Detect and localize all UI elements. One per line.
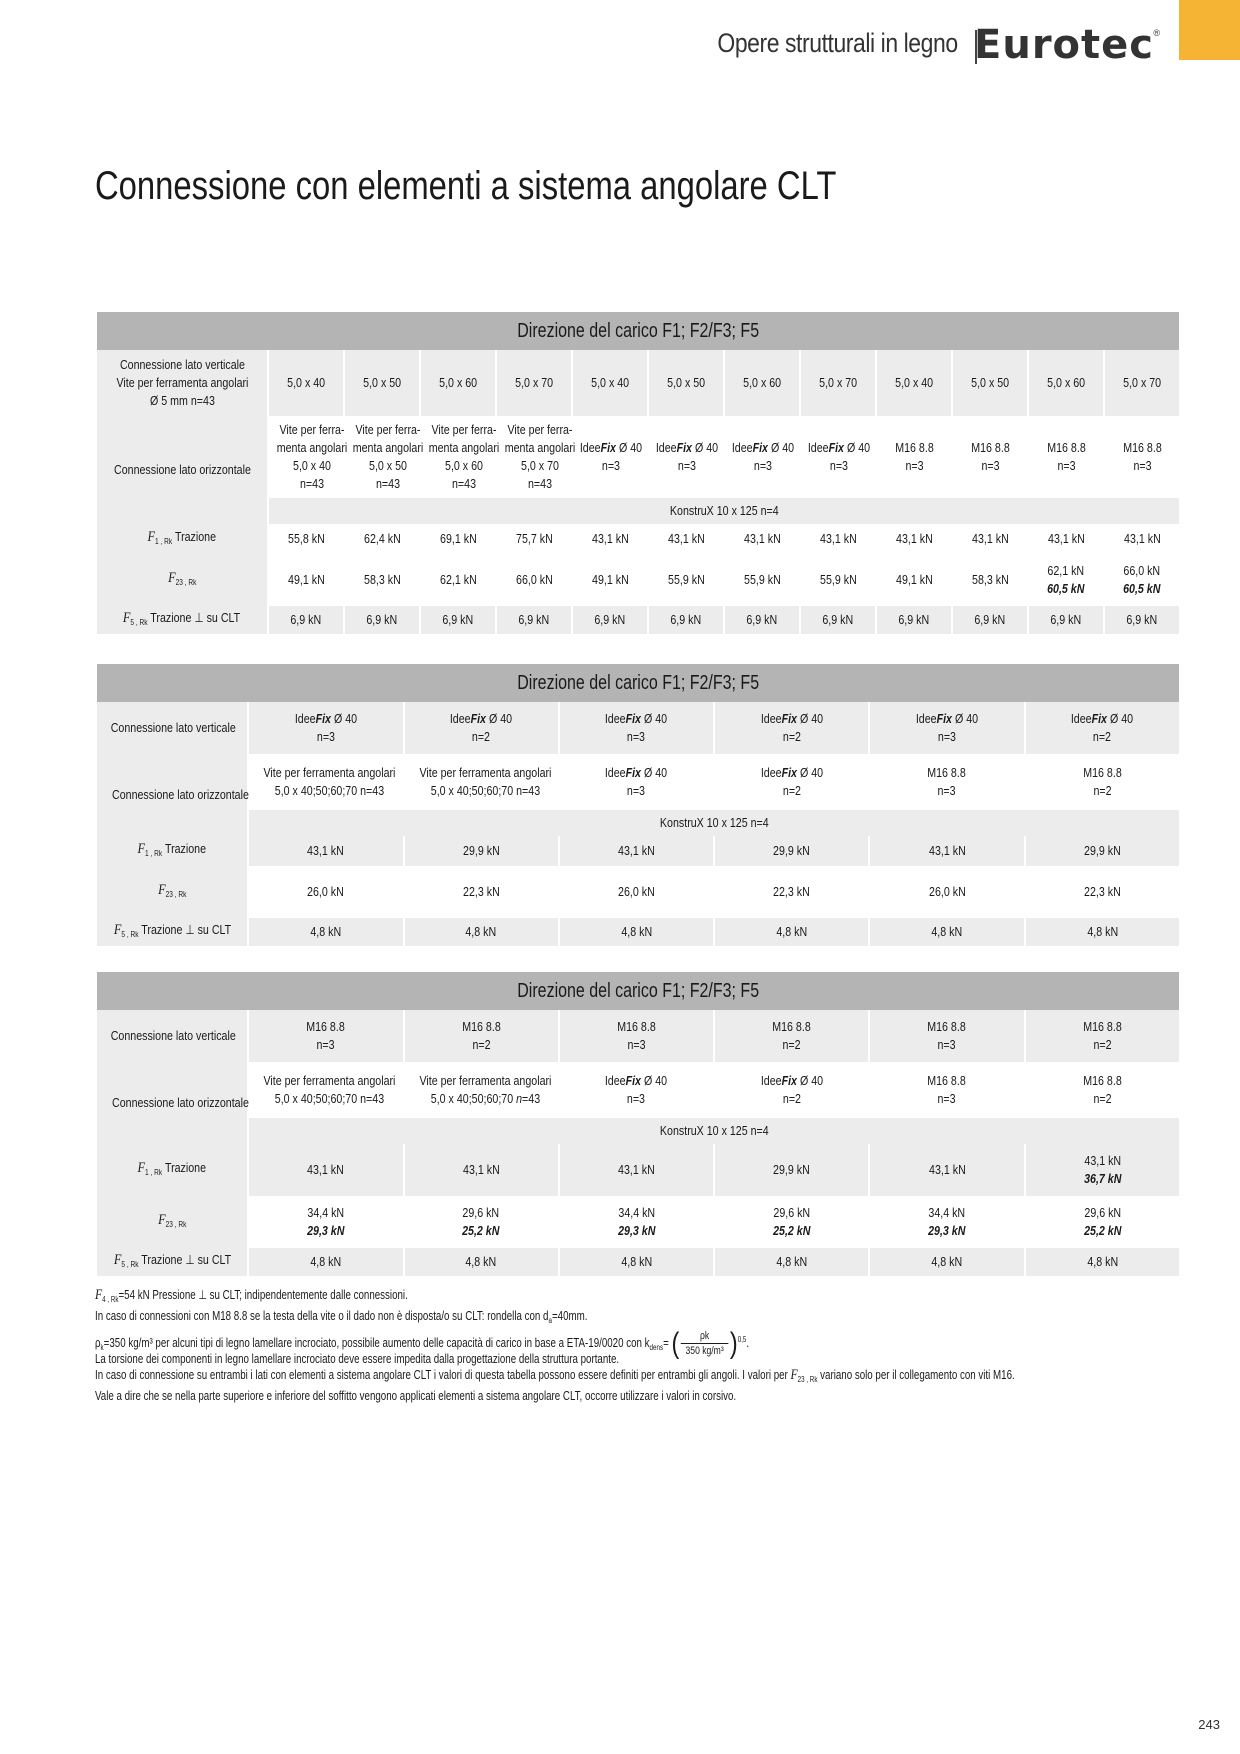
table-3 bbox=[95, 972, 1181, 1276]
konstrux-row: KonstruX 10 x 125 n=4 bbox=[249, 1118, 1179, 1144]
table-cell: 66,0 kN 60,5 kN bbox=[1105, 554, 1179, 606]
table-cell: 34,4 kN 29,3 kN bbox=[870, 1196, 1023, 1248]
table-row bbox=[97, 606, 1179, 634]
table-cell: 6,9 kN bbox=[573, 606, 647, 634]
table-cell: 29,9 kN bbox=[715, 836, 868, 866]
table-row bbox=[97, 1144, 1179, 1196]
table-cell: M16 8.8 n=3 bbox=[870, 1010, 1023, 1062]
table-cell: Vite per ferramenta angolari 5,0 x 40;50;60;70 n=43 bbox=[249, 754, 402, 810]
page-header bbox=[0, 0, 1240, 68]
table-cell: 43,1 kN bbox=[1105, 524, 1179, 554]
table-cell: 4,8 kN bbox=[1026, 918, 1179, 946]
table-cell: 5,0 x 60 bbox=[421, 350, 495, 416]
table-cell: 62,1 kN 60,5 kN bbox=[1029, 554, 1103, 606]
table-row bbox=[97, 866, 1179, 918]
table-3-head bbox=[97, 972, 1179, 1010]
table-cell: 26,0 kN bbox=[870, 866, 1023, 918]
table-cell: M16 8.8 n=3 bbox=[953, 416, 1027, 498]
table-cell: 55,8 kN bbox=[269, 524, 343, 554]
table-cell: 4,8 kN bbox=[715, 918, 868, 946]
table-cell: 26,0 kN bbox=[249, 866, 402, 918]
table-cell: 5,0 x 60 bbox=[1029, 350, 1103, 416]
table-cell: IdeeFix Ø 40 n=3 bbox=[560, 1062, 713, 1118]
table-cell: 69,1 kN bbox=[421, 524, 495, 554]
note-line: La torsione dei componenti in legno lamellare incrociato deve essere impedita dalla progettazione della struttura portante. bbox=[95, 1352, 620, 1366]
table-cell: 5,0 x 70 bbox=[1105, 350, 1179, 416]
table-cell: 75,7 kN bbox=[497, 524, 571, 554]
table-cell: 5,0 x 40 bbox=[573, 350, 647, 416]
table-cell: 5,0 x 60 bbox=[725, 350, 799, 416]
note-line: Vale a dire che se nella parte superiore e inferiore del soffitto vengono applicati elementi a sistema angolare CLT, occorre utilizzare i valori in corsivo. bbox=[95, 1389, 737, 1403]
table-cell: 34,4 kN 29,3 kN bbox=[560, 1196, 713, 1248]
table-cell: IdeeFix Ø 40 n=2 bbox=[405, 702, 558, 754]
table-cell: Vite per ferramenta angolari 5,0 x 40;50;60;70 n=43 bbox=[405, 1062, 558, 1118]
table-cell: 34,4 kN 29,3 kN bbox=[249, 1196, 402, 1248]
table-cell: 5,0 x 50 bbox=[649, 350, 723, 416]
table-row bbox=[97, 524, 1179, 554]
table-cell: Vite per ferra- menta angolari 5,0 x 50 n=43 bbox=[345, 416, 419, 498]
brand-logo: Eurotec bbox=[974, 22, 1154, 68]
table-cell: 4,8 kN bbox=[560, 918, 713, 946]
horizontal-connection-label: Connessione lato orizzontale bbox=[97, 1062, 247, 1144]
table-cell: 62,1 kN bbox=[421, 554, 495, 606]
table-cell: 29,9 kN bbox=[405, 836, 558, 866]
vertical-connection-label: Connessione lato verticale bbox=[97, 702, 247, 754]
table-cell: 29,9 kN bbox=[715, 1144, 868, 1196]
table-cell: 43,1 kN bbox=[953, 524, 1027, 554]
table-cell: 6,9 kN bbox=[1029, 606, 1103, 634]
table-row bbox=[97, 1010, 1179, 1062]
table-cell: 49,1 kN bbox=[269, 554, 343, 606]
table-2-head bbox=[97, 664, 1179, 702]
table-cell: 4,8 kN bbox=[405, 1248, 558, 1276]
table-cell: Vite per ferra- menta angolari 5,0 x 40 n=43 bbox=[269, 416, 343, 498]
table-cell: IdeeFix Ø 40 n=2 bbox=[715, 702, 868, 754]
table-cell: 4,8 kN bbox=[870, 918, 1023, 946]
table-cell: 58,3 kN bbox=[345, 554, 419, 606]
table-cell: 6,9 kN bbox=[497, 606, 571, 634]
table-cell: 43,1 kN bbox=[649, 524, 723, 554]
table-cell: 4,8 kN bbox=[249, 918, 402, 946]
table-cell: M16 8.8 n=2 bbox=[405, 1010, 558, 1062]
horizontal-connection-label: Connessione lato orizzontale bbox=[97, 416, 267, 524]
table-cell: M16 8.8 n=2 bbox=[715, 1010, 868, 1062]
table-1-head bbox=[97, 312, 1179, 350]
table-cell: IdeeFix Ø 40 n=3 bbox=[649, 416, 723, 498]
table-cell: 5,0 x 50 bbox=[345, 350, 419, 416]
table-row bbox=[97, 350, 1179, 416]
table-cell: IdeeFix Ø 40 n=3 bbox=[725, 416, 799, 498]
table-cell: IdeeFix Ø 40 n=3 bbox=[870, 702, 1023, 754]
table-cell: 22,3 kN bbox=[715, 866, 868, 918]
table-cell: 66,0 kN bbox=[497, 554, 571, 606]
table-cell: 43,1 kN bbox=[1029, 524, 1103, 554]
f23-label: $F_{23 , Rk}$ bbox=[97, 866, 247, 918]
table-cell: M16 8.8 n=3 bbox=[249, 1010, 402, 1062]
table-cell: M16 8.8 n=3 bbox=[1029, 416, 1103, 498]
table-row bbox=[97, 836, 1179, 866]
table-cell: 6,9 kN bbox=[421, 606, 495, 634]
note-line: $\rho_k=350$ kg/m³ per alcuni tipi di legno lamellare incrociato, possibile aumento delle capacità di carico in base a ETA-19/0020 con $k_{dens}=$ ( $\frac{\rho k}{\text{350 kg/m³}}$ )$^{0,5}$. bbox=[95, 1326, 750, 1360]
table-cell: 55,9 kN bbox=[801, 554, 875, 606]
table-cell: 5,0 x 50 bbox=[953, 350, 1027, 416]
table-cell: 62,4 kN bbox=[345, 524, 419, 554]
table-cell: 43,1 kN bbox=[249, 1144, 402, 1196]
table-cell: IdeeFix Ø 40 n=3 bbox=[560, 702, 713, 754]
table-cell: 43,1 kN bbox=[560, 1144, 713, 1196]
konstrux-row: KonstruX 10 x 125 n=4 bbox=[269, 498, 1179, 524]
table-cell: 26,0 kN bbox=[560, 866, 713, 918]
table-row bbox=[97, 702, 1179, 754]
konstrux-row: KonstruX 10 x 125 n=4 bbox=[249, 810, 1179, 836]
table-cell: 22,3 kN bbox=[405, 866, 558, 918]
table-cell: 43,1 kN 36,7 kN bbox=[1026, 1144, 1179, 1196]
table-1 bbox=[95, 312, 1181, 634]
f5-label: $F_{5 , Rk}$ Trazione ⊥ su CLT bbox=[97, 1248, 247, 1276]
vertical-connection-label: Connessione lato verticale bbox=[97, 1010, 247, 1062]
table-row bbox=[97, 416, 1179, 498]
table-cell: Vite per ferramenta angolari 5,0 x 40;50;60;70 n=43 bbox=[249, 1062, 402, 1118]
table-cell: 55,9 kN bbox=[725, 554, 799, 606]
table-cell: 58,3 kN bbox=[953, 554, 1027, 606]
table-cell: Vite per ferra- menta angolari 5,0 x 60 n=43 bbox=[421, 416, 495, 498]
table-row bbox=[97, 754, 1179, 810]
table-cell: 49,1 kN bbox=[877, 554, 951, 606]
table-cell: M16 8.8 n=3 bbox=[877, 416, 951, 498]
table-cell: 4,8 kN bbox=[405, 918, 558, 946]
table-row bbox=[97, 918, 1179, 946]
table-cell: 6,9 kN bbox=[1105, 606, 1179, 634]
table-cell: IdeeFix Ø 40 n=2 bbox=[715, 754, 868, 810]
footnotes bbox=[95, 1287, 1185, 1404]
table-cell: 29,6 kN 25,2 kN bbox=[715, 1196, 868, 1248]
table-cell: M16 8.8 n=2 bbox=[1026, 754, 1179, 810]
table-1-title: Direzione del carico F1; F2/F3; F5 bbox=[517, 320, 759, 342]
table-cell: M16 8.8 n=3 bbox=[870, 1062, 1023, 1118]
note-line: In caso di connessione su entrambi i lati con elementi a sistema angolare CLT i valori di questa tabella possono essere definiti per entrambi gli angoli. I valori per $F_{23 , Rk}$ variano solo per il collegamento con viti M16. bbox=[95, 1367, 1015, 1384]
horizontal-connection-label: Connessione lato orizzontale bbox=[97, 754, 247, 836]
f5-label: $F_{5 , Rk}$ Trazione ⊥ su CLT bbox=[97, 918, 247, 946]
section-title: Opere strutturali in legno bbox=[717, 28, 958, 58]
table-cell: Vite per ferramenta angolari 5,0 x 40;50;60;70 n=43 bbox=[405, 754, 558, 810]
table-cell: 43,1 kN bbox=[801, 524, 875, 554]
table-cell: 43,1 kN bbox=[877, 524, 951, 554]
table-row bbox=[97, 1248, 1179, 1276]
table-row bbox=[97, 810, 1179, 836]
table-row bbox=[97, 554, 1179, 606]
table-cell: 4,8 kN bbox=[249, 1248, 402, 1276]
accent-tab bbox=[1179, 0, 1240, 60]
table-cell: 4,8 kN bbox=[715, 1248, 868, 1276]
table-cell: 6,9 kN bbox=[801, 606, 875, 634]
table-cell: IdeeFix Ø 40 n=3 bbox=[573, 416, 647, 498]
table-cell: 55,9 kN bbox=[649, 554, 723, 606]
table-cell: 43,1 kN bbox=[725, 524, 799, 554]
table-cell: 43,1 kN bbox=[870, 1144, 1023, 1196]
table-cell: IdeeFix Ø 40 n=3 bbox=[560, 754, 713, 810]
table-cell: IdeeFix Ø 40 n=2 bbox=[1026, 702, 1179, 754]
table-cell: 6,9 kN bbox=[953, 606, 1027, 634]
table-cell: 5,0 x 40 bbox=[269, 350, 343, 416]
table-row bbox=[97, 1118, 1179, 1144]
vertical-connection-label: Connessione lato verticale Vite per ferramenta angolari Ø 5 mm n=43 bbox=[97, 350, 267, 416]
table-row bbox=[97, 1062, 1179, 1118]
table-cell: 5,0 x 70 bbox=[497, 350, 571, 416]
table-cell: 4,8 kN bbox=[870, 1248, 1023, 1276]
table-cell: M16 8.8 n=3 bbox=[870, 754, 1023, 810]
table-cell: 29,9 kN bbox=[1026, 836, 1179, 866]
table-cell: IdeeFix Ø 40 n=3 bbox=[801, 416, 875, 498]
f5-label: $F_{5 , Rk}$ Trazione ⊥ su CLT bbox=[97, 606, 267, 634]
registered-mark: ® bbox=[1153, 28, 1160, 38]
table-row bbox=[97, 1196, 1179, 1248]
page-title: Connessione con elementi a sistema angolare CLT bbox=[95, 164, 837, 208]
table-cell: 6,9 kN bbox=[725, 606, 799, 634]
table-cell: 43,1 kN bbox=[573, 524, 647, 554]
table-cell: IdeeFix Ø 40 n=2 bbox=[715, 1062, 868, 1118]
table-cell: 43,1 kN bbox=[560, 836, 713, 866]
table-cell: 5,0 x 40 bbox=[877, 350, 951, 416]
note-line: $F_{4 , Rk}=54$ kN Pressione ⊥ su CLT; indipendentemente dalle connessioni. bbox=[95, 1287, 408, 1304]
table-cell: 5,0 x 70 bbox=[801, 350, 875, 416]
table-cell: 29,6 kN 25,2 kN bbox=[1026, 1196, 1179, 1248]
f1-label: $F_{1 , Rk}$ Trazione bbox=[97, 836, 247, 866]
page-number: 243 bbox=[1198, 1717, 1220, 1732]
note-line: In caso di connessioni con M18 8.8 se la testa della vite o il dado non è disposta/o su CLT: rondella con $d_a=40mm$. bbox=[95, 1309, 588, 1325]
table-cell: 6,9 kN bbox=[877, 606, 951, 634]
table-2-title: Direzione del carico F1; F2/F3; F5 bbox=[517, 672, 759, 694]
table-cell: 6,9 kN bbox=[345, 606, 419, 634]
table-cell: 22,3 kN bbox=[1026, 866, 1179, 918]
table-cell: 6,9 kN bbox=[269, 606, 343, 634]
table-2 bbox=[95, 664, 1181, 946]
table-cell: 49,1 kN bbox=[573, 554, 647, 606]
table-cell: 29,6 kN 25,2 kN bbox=[405, 1196, 558, 1248]
table-cell: M16 8.8 n=3 bbox=[560, 1010, 713, 1062]
table-cell: M16 8.8 n=2 bbox=[1026, 1010, 1179, 1062]
table-3-title: Direzione del carico F1; F2/F3; F5 bbox=[517, 980, 759, 1002]
table-cell: Vite per ferra- menta angolari 5,0 x 70 n=43 bbox=[497, 416, 571, 498]
table-cell: M16 8.8 n=3 bbox=[1105, 416, 1179, 498]
table-cell: 6,9 kN bbox=[649, 606, 723, 634]
table-cell: IdeeFix Ø 40 n=3 bbox=[249, 702, 402, 754]
table-cell: 43,1 kN bbox=[249, 836, 402, 866]
table-cell: 4,8 kN bbox=[1026, 1248, 1179, 1276]
table-cell: 43,1 kN bbox=[870, 836, 1023, 866]
f1-label: $F_{1 , Rk}$ Trazione bbox=[97, 1144, 247, 1196]
table-cell: 43,1 kN bbox=[405, 1144, 558, 1196]
table-cell: 4,8 kN bbox=[560, 1248, 713, 1276]
f23-label: $F_{23 , Rk}$ bbox=[97, 1196, 247, 1248]
table-cell: M16 8.8 n=2 bbox=[1026, 1062, 1179, 1118]
f1-label: $F_{1 , Rk}$ Trazione bbox=[97, 524, 267, 554]
f23-label: $F_{23 , Rk}$ bbox=[97, 554, 267, 606]
